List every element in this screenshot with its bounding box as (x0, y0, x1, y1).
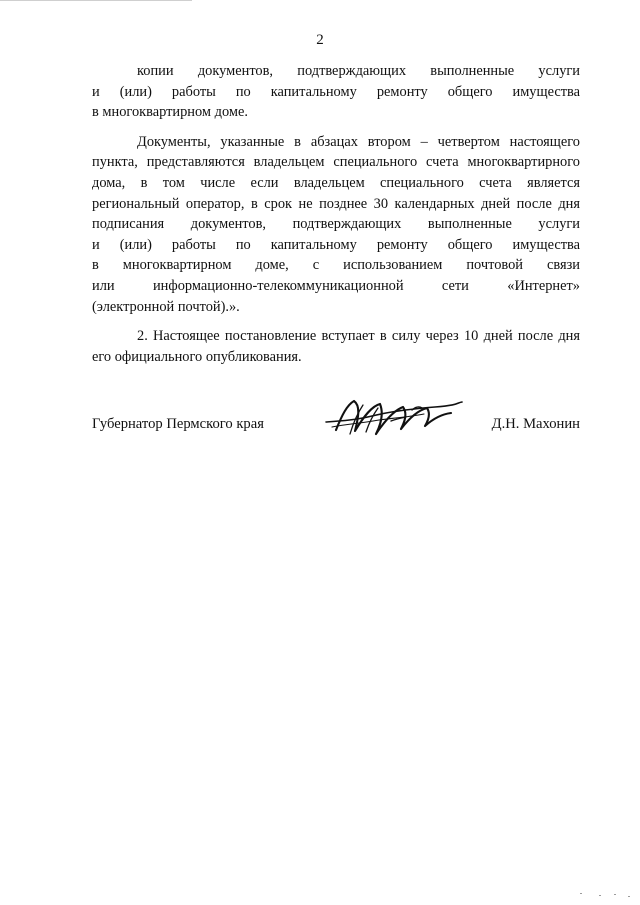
scan-artifact (580, 893, 582, 894)
top-border-line (0, 0, 192, 1)
paragraph-line: в многоквартирном доме. (92, 104, 248, 121)
paragraph-line: его официального опубликования. (92, 348, 302, 365)
signatory-name: Д.Н. Махонин (491, 416, 580, 432)
document-body (92, 61, 580, 367)
paragraph-line: и (или) работы по капитальному ремонту общего имущества (92, 236, 580, 253)
paragraph-line: (электронной почтой).». (92, 298, 240, 315)
page-number: 2 (316, 32, 324, 48)
paragraph-line: или информационно-телекоммуникационной сети «Интернет» (92, 277, 580, 294)
paragraph-line: 2. Настоящее постановление вступает в силу через 10 дней после дня (137, 328, 580, 345)
signature-block (92, 412, 580, 440)
paragraph-line: Документы, указанные в абзацах втором – четвертом настоящего (137, 133, 580, 150)
paragraph-line: в многоквартирном доме, с использованием почтовой связи (92, 257, 580, 274)
paragraph-line: и (или) работы по капитальному ремонту общего имущества (92, 83, 580, 100)
handwritten-signature (324, 396, 464, 440)
signatory-title: Губернатор Пермского края (92, 416, 264, 432)
scan-artifact (614, 894, 616, 895)
paragraph-line: пункта, представляются владельцем специального счета многоквартирного (92, 154, 580, 171)
scan-artifact (599, 895, 601, 896)
scan-artifact (628, 896, 630, 897)
paragraph-line: копии документов, подтверждающих выполненные услуги (137, 63, 580, 79)
paragraph-line: региональный оператор, в срок не позднее 30 календарных дней после дня (92, 195, 580, 212)
paragraph-line: подписания документов, подтверждающих выполненные услуги (92, 216, 580, 233)
paragraph-line: дома, в том числе если владельцем специального счета является (92, 174, 580, 191)
